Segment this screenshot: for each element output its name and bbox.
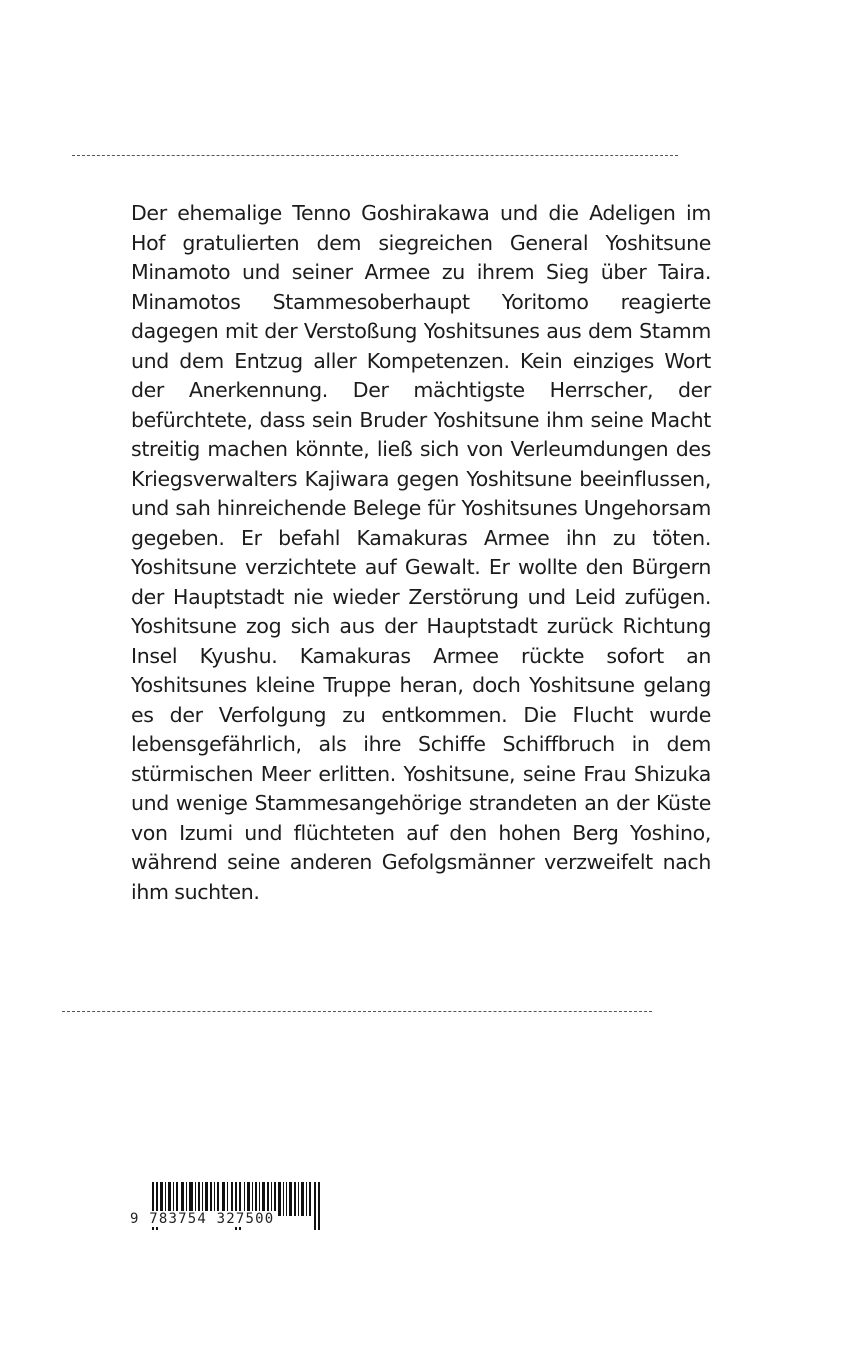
back-cover-blurb: Der ehemalige Tenno Goshirakawa und die Adeligen im Hof gratulierten dem siegreichen General Yoshitsune Minamoto und seiner Armee zu ihrem Sieg über Taira. Minamotos Stammesoberhaupt Yoritomo reagierte dagegen mit der Verstoßung Yoshitsunes aus dem Stamm und dem Entzug aller Kompetenzen. Kein einziges Wort der Anerkennung. Der mächtigste Herrscher, der befürchtete, dass sein Bruder Yoshitsune ihm seine Macht streitig machen könnte, ließ sich von Verleumdungen des Kriegsverwalters Kajiwara gegen Yoshitsune beeinflussen, und sah hinreichende Belege für Yoshitsunes Ungehorsam gegeben. Er befahl Kamakuras Armee ihn zu töten. Yoshitsune verzichtete auf Gewalt. Er wollte den Bürgern der Hauptstadt nie wieder Zerstörung und Leid zufügen. Yoshitsune zog sich aus der Hauptstadt zurück Richtung Insel Kyushu. Kamakuras Armee rückte sofort an Yoshitsunes kleine Truppe heran, doch Yoshitsune gelang es der Verfolgung zu entkommen. Die Flucht wurde lebensgefährlich, als ihre Schiffe Schiffbruch in dem stürmischen Meer erlitten. Yoshitsune, seine Frau Shizuka und wenige Stammesangehörige strandeten an der Küste von Izumi und flüchteten auf den hohen Berg Yoshino, während seine anderen Gefolgsmänner verzweifelt nach ihm suchten. <box>131 201 711 904</box>
bottom-dashed-divider <box>62 1011 652 1012</box>
isbn-barcode <box>128 1178 328 1238</box>
top-dashed-divider <box>72 155 678 156</box>
isbn-digits: 9 783754 327500 <box>130 1211 275 1227</box>
